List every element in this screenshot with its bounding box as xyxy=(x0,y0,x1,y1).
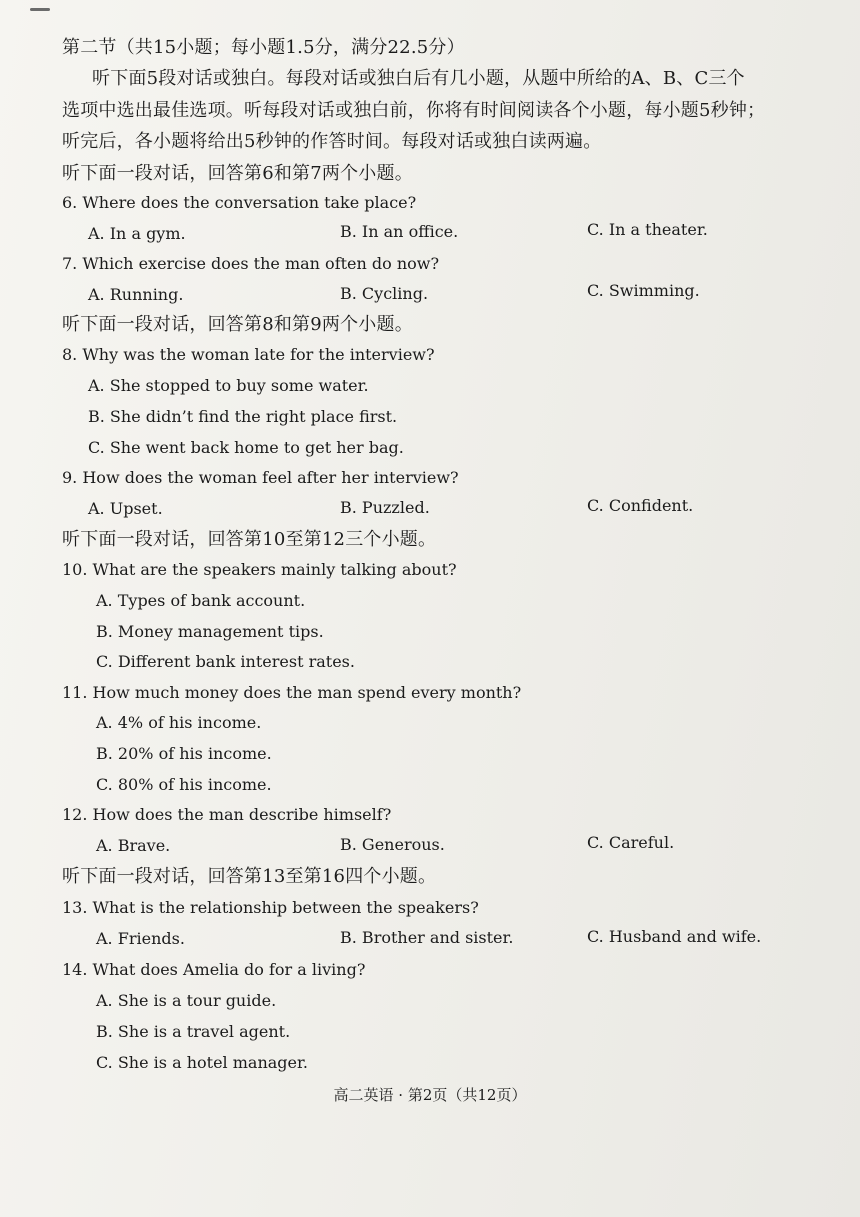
option-12a: A. Brave. xyxy=(96,836,171,855)
option-6a: A. In a gym. xyxy=(88,224,186,243)
option-13b: B. Brother and sister. xyxy=(340,928,514,947)
question-11: 11. How much money does the man spend every month? xyxy=(62,683,522,702)
option-10a: A. Types of bank account. xyxy=(96,591,306,610)
group-intro: 听下面一段对话，回答第13至第16四个小题。 xyxy=(62,866,437,887)
scan-mark xyxy=(30,8,50,11)
question-8: 8. Why was the woman late for the interview? xyxy=(62,345,435,364)
option-10b: B. Money management tips. xyxy=(96,622,324,641)
option-11c: C. 80% of his income. xyxy=(96,775,272,794)
question-13: 13. What is the relationship between the speakers? xyxy=(62,898,479,917)
instruction-line-3: 听完后，各小题将给出5秒钟的作答时间。每段对话或独白读两遍。 xyxy=(62,131,602,152)
question-12: 12. How does the man describe himself? xyxy=(62,805,392,824)
option-6c: C. In a theater. xyxy=(587,220,708,239)
option-13a: A. Friends. xyxy=(96,929,185,948)
option-9c: C. Confident. xyxy=(587,496,694,515)
section-header: 第二节（共15小题；每小题1.5分，满分22.5分） xyxy=(62,37,465,58)
option-8b: B. She didn’t find the right place first. xyxy=(88,407,398,426)
question-9: 9. How does the woman feel after her interview? xyxy=(62,468,459,487)
question-14: 14. What does Amelia do for a living? xyxy=(62,960,366,979)
option-14c: C. She is a hotel manager. xyxy=(96,1053,308,1072)
option-8c: C. She went back home to get her bag. xyxy=(88,438,404,457)
option-10c: C. Different bank interest rates. xyxy=(96,652,355,671)
option-14b: B. She is a travel agent. xyxy=(96,1022,291,1041)
option-7c: C. Swimming. xyxy=(587,281,700,300)
option-6b: B. In an office. xyxy=(340,222,459,241)
option-14a: A. She is a tour guide. xyxy=(96,991,277,1010)
question-7: 7. Which exercise does the man often do now? xyxy=(62,254,440,273)
option-12c: C. Careful. xyxy=(587,833,675,852)
option-13c: C. Husband and wife. xyxy=(587,927,762,946)
option-7b: B. Cycling. xyxy=(340,284,429,303)
question-10: 10. What are the speakers mainly talking about? xyxy=(62,560,457,579)
option-7a: A. Running. xyxy=(88,285,184,304)
group-intro: 听下面一段对话，回答第8和第9两个小题。 xyxy=(62,314,413,335)
option-12b: B. Generous. xyxy=(340,835,445,854)
option-9a: A. Upset. xyxy=(88,499,163,518)
group-intro: 听下面一段对话，回答第10至第12三个小题。 xyxy=(62,529,437,550)
page-footer: 高二英语 · 第2页（共12页） xyxy=(333,1086,527,1104)
instruction-line-2: 选项中选出最佳选项。听每段对话或独白前，你将有时间阅读各个小题，每小题5秒钟； xyxy=(62,100,766,121)
option-9b: B. Puzzled. xyxy=(340,498,430,517)
option-11b: B. 20% of his income. xyxy=(96,744,272,763)
instruction-line-1: 听下面5段对话或独白。每段对话或独白后有几小题，从题中所给的A、B、C三个 xyxy=(92,68,745,89)
question-6: 6. Where does the conversation take place? xyxy=(62,193,417,212)
option-8a: A. She stopped to buy some water. xyxy=(88,376,369,395)
group-intro: 听下面一段对话，回答第6和第7两个小题。 xyxy=(62,163,413,184)
option-11a: A. 4% of his income. xyxy=(96,713,262,732)
